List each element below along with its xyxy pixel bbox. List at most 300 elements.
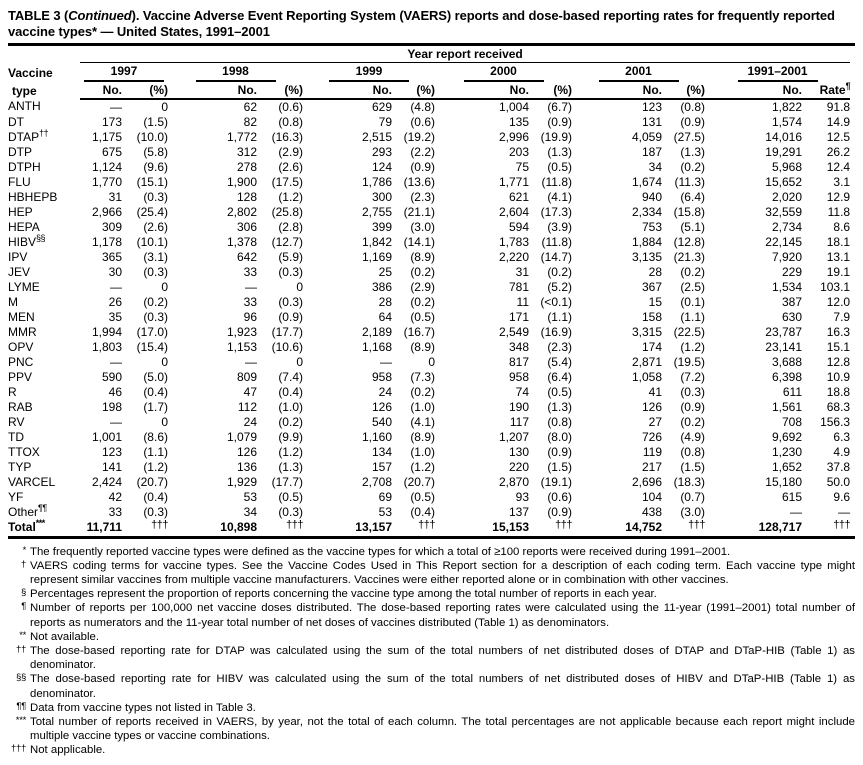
count-cell: 1,124 bbox=[91, 159, 122, 174]
percent-cell: (0.8) bbox=[278, 114, 303, 129]
count-cell: 112 bbox=[237, 399, 257, 414]
table-row bbox=[8, 310, 850, 325]
vaccine-type-cell: RAB bbox=[8, 399, 33, 414]
count-cell: 3,135 bbox=[631, 249, 662, 264]
not-applicable-symbol: ††† bbox=[286, 518, 303, 531]
span-header-label: Year report received bbox=[407, 47, 523, 61]
count-cell: 23,787 bbox=[765, 324, 802, 339]
percent-cell: (0.3) bbox=[143, 504, 168, 519]
count-cell: 31 bbox=[108, 189, 122, 204]
percent-cell: 16.3 bbox=[826, 324, 851, 339]
count-cell: 11,711 bbox=[86, 520, 122, 534]
vaccine-type-cell: RV bbox=[8, 414, 25, 429]
footnotes bbox=[8, 545, 855, 758]
percent-cell bbox=[802, 520, 850, 536]
year-header-1997 bbox=[80, 63, 168, 82]
vaccine-type-cell: ANTH bbox=[8, 99, 41, 113]
footnote-text: Number of reports per 100,000 net vaccine doses distributed. The dose-based reporting rates were calculated using the 11-year (1991–2001) total number of reports as numerators and the 11-year total number of net doses of vaccines distributed (Table 1) as denominators. bbox=[30, 602, 855, 629]
footnote-text: VAERS coding terms for vaccine types. See the Vaccine Codes Used in This Report section for a description of each coding term. Each vaccine type might represent similar vaccines from multiple vaccine manufacturers. Vaccines were either reported alone or in combination with other vaccines. bbox=[30, 559, 855, 586]
vaccine-type-cell: LYME bbox=[8, 279, 40, 294]
count-cell: 123 bbox=[641, 99, 662, 114]
footnote-marker: ††† bbox=[11, 743, 26, 755]
vaccine-type-cell: HEP bbox=[8, 204, 33, 219]
percent-cell: 0 bbox=[161, 279, 168, 294]
vaccine-type-cell: MEN bbox=[8, 309, 35, 324]
count-cell: 190 bbox=[508, 399, 529, 414]
count-cell: 594 bbox=[508, 219, 529, 234]
col-header-no: No. bbox=[168, 82, 257, 99]
footnote-marker: * bbox=[22, 544, 26, 556]
percent-cell: (10.6) bbox=[271, 339, 303, 354]
count-cell: 1,822 bbox=[771, 99, 802, 114]
percent-cell: (19.1) bbox=[540, 474, 572, 489]
table-row bbox=[8, 175, 850, 190]
footnote bbox=[8, 545, 855, 559]
count-cell: 2,708 bbox=[361, 474, 392, 489]
count-cell: 611 bbox=[782, 384, 802, 399]
count-cell: 141 bbox=[101, 459, 122, 474]
footnote-text: Total number of reports received in VAERS, by year, not the total of each column. The total percentages are not applicable because each report might include multiple vaccine types or vaccine combinations. bbox=[30, 715, 855, 743]
count-cell: 1,058 bbox=[631, 369, 662, 384]
percent-cell: 9.6 bbox=[833, 489, 851, 504]
percent-cell bbox=[392, 520, 435, 536]
percent-cell bbox=[122, 520, 168, 536]
count-cell: 53 bbox=[243, 489, 257, 504]
percent-cell: (9.6) bbox=[143, 159, 168, 174]
count-cell: 15 bbox=[648, 294, 662, 309]
percent-cell: (17.0) bbox=[136, 324, 168, 339]
percent-cell: (5.1) bbox=[680, 219, 705, 234]
percent-cell bbox=[257, 520, 303, 536]
count-cell: 312 bbox=[236, 144, 257, 159]
percent-cell: (6.4) bbox=[680, 189, 705, 204]
table-row bbox=[8, 385, 850, 400]
count-cell: 306 bbox=[236, 219, 257, 234]
count-cell: 809 bbox=[236, 369, 257, 384]
count-cell: 34 bbox=[648, 159, 662, 174]
percent-cell: (20.7) bbox=[136, 474, 168, 489]
percent-cell: (21.1) bbox=[403, 204, 435, 219]
count-cell: 958 bbox=[508, 369, 529, 384]
count-cell: 46 bbox=[108, 384, 122, 399]
count-cell: 1,884 bbox=[631, 234, 662, 249]
table-row bbox=[8, 400, 850, 415]
count-cell: 174 bbox=[641, 339, 662, 354]
percent-cell: (14.7) bbox=[540, 249, 572, 264]
title-continued: Continued bbox=[68, 8, 132, 23]
percent-cell: (12.7) bbox=[271, 234, 303, 249]
footnote bbox=[8, 559, 855, 587]
percent-cell: 12.5 bbox=[826, 129, 851, 144]
year-header-2001 bbox=[572, 63, 705, 82]
footnote-marker: §§ bbox=[16, 672, 26, 684]
table-row bbox=[8, 370, 850, 385]
vaccine-type-cell: MMR bbox=[8, 324, 37, 339]
col-header-no: No. bbox=[435, 82, 529, 99]
percent-cell: (27.5) bbox=[673, 129, 705, 144]
percent-cell: (0.2) bbox=[680, 414, 705, 429]
percent-cell: (8.9) bbox=[410, 429, 435, 444]
vaccine-type-cell: HBHEPB bbox=[8, 189, 58, 204]
count-cell: 19,291 bbox=[765, 144, 802, 159]
percent-cell: (2.8) bbox=[278, 219, 303, 234]
percent-cell: 14.9 bbox=[826, 114, 851, 129]
table-row bbox=[8, 145, 850, 160]
footnote-marker: ¶ bbox=[21, 601, 26, 613]
count-cell: 171 bbox=[508, 309, 529, 324]
title-suffix: ). Vaccine Adverse Event Reporting System (VAERS) reports and dose-based reporting rates for frequently reported vaccine types* — United States, 1991–2001 bbox=[8, 8, 835, 39]
count-cell: 11 bbox=[516, 294, 529, 309]
percent-cell: (16.9) bbox=[540, 324, 572, 339]
percent-cell: (11.8) bbox=[541, 234, 572, 249]
percent-cell: (3.0) bbox=[410, 219, 435, 234]
count-cell: 817 bbox=[508, 354, 529, 369]
percent-cell: (15.4) bbox=[136, 339, 168, 354]
percent-cell: (0.9) bbox=[547, 504, 572, 519]
count-cell: 2,734 bbox=[771, 219, 802, 234]
count-cell: 1,803 bbox=[91, 339, 122, 354]
title-prefix: TABLE 3 ( bbox=[8, 8, 69, 23]
vaccine-type-cell: JEV bbox=[8, 264, 31, 279]
count-cell: 22,145 bbox=[765, 234, 802, 249]
count-cell: 615 bbox=[781, 489, 802, 504]
table-row bbox=[8, 220, 850, 235]
percent-cell: 68.3 bbox=[826, 399, 851, 414]
count-cell: 13,157 bbox=[355, 520, 392, 534]
col-header-pct: (%) bbox=[392, 82, 435, 99]
count-cell: 438 bbox=[641, 504, 662, 519]
percent-cell: (16.3) bbox=[271, 129, 303, 144]
percent-cell: (0.5) bbox=[410, 489, 435, 504]
count-cell: — bbox=[110, 414, 122, 429]
count-cell: — bbox=[245, 354, 257, 369]
footnote-text: Not available. bbox=[30, 630, 100, 643]
percent-cell: (19.2) bbox=[403, 129, 435, 144]
percent-cell: (0.9) bbox=[410, 159, 435, 174]
count-cell: 1,169 bbox=[361, 249, 392, 264]
count-cell: 309 bbox=[101, 219, 122, 234]
count-cell: 75 bbox=[515, 159, 529, 174]
percent-cell: (17.7) bbox=[271, 474, 303, 489]
count-cell: 1,786 bbox=[361, 174, 392, 189]
count-cell: 15,652 bbox=[765, 174, 802, 189]
count-cell: 126 bbox=[236, 444, 257, 459]
table-row bbox=[8, 520, 850, 536]
percent-cell: (0.6) bbox=[410, 114, 435, 129]
percent-cell: (0.4) bbox=[278, 384, 303, 399]
percent-cell bbox=[529, 520, 572, 536]
percent-cell: (7.4) bbox=[278, 369, 303, 384]
percent-cell: (0.9) bbox=[547, 444, 572, 459]
span-header-spacer bbox=[8, 47, 80, 63]
count-cell: 642 bbox=[236, 249, 257, 264]
table-row bbox=[8, 475, 850, 490]
count-cell: 2,189 bbox=[361, 324, 392, 339]
count-cell: 2,020 bbox=[771, 189, 802, 204]
percent-cell: 26.2 bbox=[826, 144, 851, 159]
table-row bbox=[8, 205, 850, 220]
footnote-text: Percentages represent the proportion of reports concerning the vaccine type among the total number of reports in each year. bbox=[30, 588, 657, 601]
footnote-text: The dose-based reporting rate for DTAP was calculated using the sum of the total numbers of net distributed doses of DTAP and DTaP-HIB (Table 1) as denominator. bbox=[30, 644, 855, 672]
percent-cell: (1.7) bbox=[143, 399, 168, 414]
count-cell: 1,207 bbox=[498, 429, 529, 444]
count-cell: 10,898 bbox=[220, 520, 257, 534]
percent-cell: (0.8) bbox=[547, 414, 572, 429]
percent-cell: (8.0) bbox=[547, 429, 572, 444]
count-cell: 137 bbox=[508, 504, 529, 519]
table-body bbox=[8, 99, 850, 536]
page-title bbox=[8, 8, 855, 40]
vaccine-type-cell: M bbox=[8, 294, 18, 309]
percent-cell: (15.8) bbox=[673, 204, 705, 219]
count-cell: 24 bbox=[243, 414, 257, 429]
not-applicable-symbol: ††† bbox=[151, 518, 168, 531]
table-row bbox=[8, 445, 850, 460]
percent-cell: (0.2) bbox=[680, 159, 705, 174]
percent-cell: (0.8) bbox=[680, 444, 705, 459]
col-header-no: No. bbox=[80, 82, 122, 99]
count-cell: 753 bbox=[641, 219, 662, 234]
table-row bbox=[8, 235, 850, 250]
percent-cell: 91.8 bbox=[826, 99, 851, 114]
count-cell: 1,230 bbox=[771, 444, 802, 459]
year-label: 2000 bbox=[464, 64, 544, 82]
count-cell: 131 bbox=[641, 114, 662, 129]
percent-cell: (0.8) bbox=[680, 99, 705, 114]
year-label: 1999 bbox=[329, 64, 409, 82]
percent-cell: 156.3 bbox=[820, 414, 851, 429]
count-cell: 203 bbox=[508, 144, 529, 159]
count-cell: 130 bbox=[508, 444, 529, 459]
percent-cell: (25.4) bbox=[136, 204, 168, 219]
percent-cell: (0.1) bbox=[680, 294, 705, 309]
table-row bbox=[8, 415, 850, 430]
count-cell: 621 bbox=[508, 189, 529, 204]
table-row bbox=[8, 250, 850, 265]
count-cell: 31 bbox=[515, 264, 529, 279]
percent-cell: 0 bbox=[428, 354, 435, 369]
percent-cell: (0.2) bbox=[410, 294, 435, 309]
count-cell: — bbox=[245, 279, 257, 294]
count-cell: — bbox=[110, 354, 122, 369]
footnote-marker: †† bbox=[39, 127, 49, 138]
percent-cell: (25.8) bbox=[271, 204, 303, 219]
percent-cell: (2.2) bbox=[410, 144, 435, 159]
percent-cell: (0.3) bbox=[278, 504, 303, 519]
percent-cell: (7.2) bbox=[680, 369, 705, 384]
count-cell: 198 bbox=[101, 399, 122, 414]
count-cell: 958 bbox=[371, 369, 392, 384]
count-cell: 1,783 bbox=[498, 234, 529, 249]
percent-cell: (1.2) bbox=[278, 444, 303, 459]
percent-cell: (0.3) bbox=[680, 384, 705, 399]
count-cell: 34 bbox=[243, 504, 257, 519]
count-cell: 15,153 bbox=[492, 520, 529, 534]
count-cell: 1,652 bbox=[771, 459, 802, 474]
count-cell: 1,378 bbox=[226, 234, 257, 249]
count-cell: 4,059 bbox=[631, 129, 662, 144]
year-label: 1997 bbox=[84, 64, 164, 82]
vaccine-type-cell: TTOX bbox=[8, 444, 40, 459]
percent-cell: (9.9) bbox=[278, 429, 303, 444]
year-header-2000 bbox=[435, 63, 572, 82]
count-cell: 135 bbox=[508, 114, 529, 129]
count-cell: 348 bbox=[508, 339, 529, 354]
vaers-table bbox=[8, 47, 850, 536]
percent-cell: (1.5) bbox=[547, 459, 572, 474]
count-cell: 540 bbox=[371, 414, 392, 429]
percent-cell: (1.5) bbox=[143, 114, 168, 129]
footnote-marker: † bbox=[21, 558, 26, 570]
count-cell: 2,220 bbox=[498, 249, 529, 264]
percent-cell: (0.9) bbox=[278, 309, 303, 324]
count-cell: 229 bbox=[781, 264, 802, 279]
count-cell: 93 bbox=[515, 489, 529, 504]
percent-cell: (5.9) bbox=[278, 249, 303, 264]
table-row bbox=[8, 340, 850, 355]
count-cell: 24 bbox=[378, 384, 392, 399]
percent-cell: (0.3) bbox=[278, 264, 303, 279]
count-cell: 726 bbox=[641, 429, 662, 444]
percent-cell: 18.1 bbox=[826, 234, 851, 249]
percent-cell: (0.2) bbox=[410, 384, 435, 399]
count-cell: 158 bbox=[641, 309, 662, 324]
count-cell: 1,168 bbox=[361, 339, 392, 354]
percent-cell: (1.5) bbox=[680, 459, 705, 474]
percent-cell: (1.0) bbox=[410, 399, 435, 414]
table-row bbox=[8, 355, 850, 370]
percent-cell: (1.2) bbox=[278, 189, 303, 204]
count-cell: 1,929 bbox=[226, 474, 257, 489]
year-header-1991-2001 bbox=[705, 63, 850, 82]
percent-cell: (11.3) bbox=[674, 174, 705, 189]
percent-cell: 7.9 bbox=[833, 309, 851, 324]
count-cell: 79 bbox=[378, 114, 392, 129]
count-cell: 1,534 bbox=[771, 279, 802, 294]
percent-cell: 4.9 bbox=[833, 444, 851, 459]
percent-cell: (0.5) bbox=[547, 159, 572, 174]
footnote bbox=[8, 587, 855, 601]
count-cell: 2,549 bbox=[498, 324, 529, 339]
percent-cell: (<0.1) bbox=[540, 294, 572, 309]
count-cell: 1,079 bbox=[226, 429, 257, 444]
count-cell: 367 bbox=[641, 279, 662, 294]
percent-cell: 10.9 bbox=[826, 369, 851, 384]
vaccine-type-cell: TYP bbox=[8, 459, 32, 474]
count-cell: 217 bbox=[641, 459, 662, 474]
percent-cell: (21.3) bbox=[673, 249, 705, 264]
percent-cell: 0 bbox=[161, 414, 168, 429]
percent-cell: 0 bbox=[296, 354, 303, 369]
count-cell: 3,315 bbox=[631, 324, 662, 339]
percent-cell: (0.9) bbox=[680, 399, 705, 414]
col-header-no: No. bbox=[705, 82, 802, 99]
table-row bbox=[8, 160, 850, 175]
count-cell: — bbox=[110, 279, 122, 294]
footnote-text: The frequently reported vaccine types were defined as the vaccine types for which a total of ≥100 reports were received during 1991–2001. bbox=[30, 545, 731, 558]
table-row bbox=[8, 99, 850, 115]
percent-cell: (5.4) bbox=[547, 354, 572, 369]
footnote bbox=[8, 701, 855, 715]
percent-cell: (0.6) bbox=[547, 489, 572, 504]
count-cell: 134 bbox=[371, 444, 392, 459]
percent-cell: (2.9) bbox=[278, 144, 303, 159]
count-cell: 119 bbox=[642, 444, 662, 459]
percent-cell: 11.8 bbox=[827, 204, 851, 219]
year-label: 1998 bbox=[196, 64, 276, 82]
vaccine-type-cell: TD bbox=[8, 429, 24, 444]
count-cell: 14,752 bbox=[625, 520, 662, 534]
count-cell: 3,688 bbox=[771, 354, 802, 369]
count-cell: 14,016 bbox=[765, 129, 802, 144]
vaccine-header-line1: Vaccine bbox=[8, 65, 53, 80]
count-cell: 173 bbox=[101, 114, 122, 129]
vaccine-type-cell: DT bbox=[8, 114, 24, 129]
year-header-row bbox=[8, 63, 850, 82]
count-cell: 1,674 bbox=[631, 174, 662, 189]
percent-cell: (2.9) bbox=[410, 279, 435, 294]
percent-cell: (22.5) bbox=[673, 324, 705, 339]
count-cell: 1,772 bbox=[226, 129, 257, 144]
percent-cell: (0.9) bbox=[680, 114, 705, 129]
table-row bbox=[8, 295, 850, 310]
percent-cell: 0 bbox=[161, 354, 168, 369]
count-cell: 26 bbox=[108, 294, 122, 309]
percent-cell: (10.1) bbox=[136, 234, 168, 249]
percent-cell: (0.5) bbox=[410, 309, 435, 324]
percent-cell: (0.5) bbox=[278, 489, 303, 504]
percent-cell: 37.8 bbox=[826, 459, 851, 474]
percent-cell: (1.2) bbox=[143, 459, 168, 474]
vaccine-type-cell: OPV bbox=[8, 339, 34, 354]
percent-cell: (6.4) bbox=[547, 369, 572, 384]
count-cell: 387 bbox=[781, 294, 802, 309]
percent-cell: (0.3) bbox=[143, 309, 168, 324]
footnote-marker: § bbox=[21, 587, 26, 599]
percent-cell: (1.0) bbox=[278, 399, 303, 414]
count-cell: 25 bbox=[378, 264, 392, 279]
count-cell: 15,180 bbox=[765, 474, 802, 489]
percent-cell: 19.1 bbox=[826, 264, 851, 279]
sub-header-row bbox=[8, 82, 850, 99]
vaccine-type-cell: IPV bbox=[8, 249, 28, 264]
percent-cell: (0.2) bbox=[547, 264, 572, 279]
count-cell: 128 bbox=[236, 189, 257, 204]
vaccine-header-line2: type bbox=[12, 83, 37, 98]
count-cell: 399 bbox=[371, 219, 392, 234]
count-cell: 128,717 bbox=[758, 520, 802, 534]
percent-cell: (8.9) bbox=[410, 249, 435, 264]
count-cell: 1,153 bbox=[226, 339, 257, 354]
percent-cell: 0 bbox=[161, 99, 168, 114]
count-cell: 47 bbox=[243, 384, 257, 399]
count-cell: 2,334 bbox=[631, 204, 662, 219]
percent-cell: (5.0) bbox=[143, 369, 168, 384]
count-cell: 41 bbox=[648, 384, 662, 399]
percent-cell: (3.0) bbox=[680, 504, 705, 519]
percent-cell: 12.0 bbox=[826, 294, 851, 309]
percent-cell: (3.1) bbox=[143, 249, 168, 264]
table-bottom-rule bbox=[8, 536, 855, 539]
footnote-marker: *** bbox=[15, 714, 26, 726]
col-header-pct: (%) bbox=[122, 82, 168, 99]
count-cell: 157 bbox=[371, 459, 392, 474]
percent-cell bbox=[662, 520, 705, 536]
percent-cell: (17.7) bbox=[271, 324, 303, 339]
percent-cell: (5.2) bbox=[547, 279, 572, 294]
percent-cell: (1.2) bbox=[680, 339, 705, 354]
percent-cell: (4.9) bbox=[680, 429, 705, 444]
